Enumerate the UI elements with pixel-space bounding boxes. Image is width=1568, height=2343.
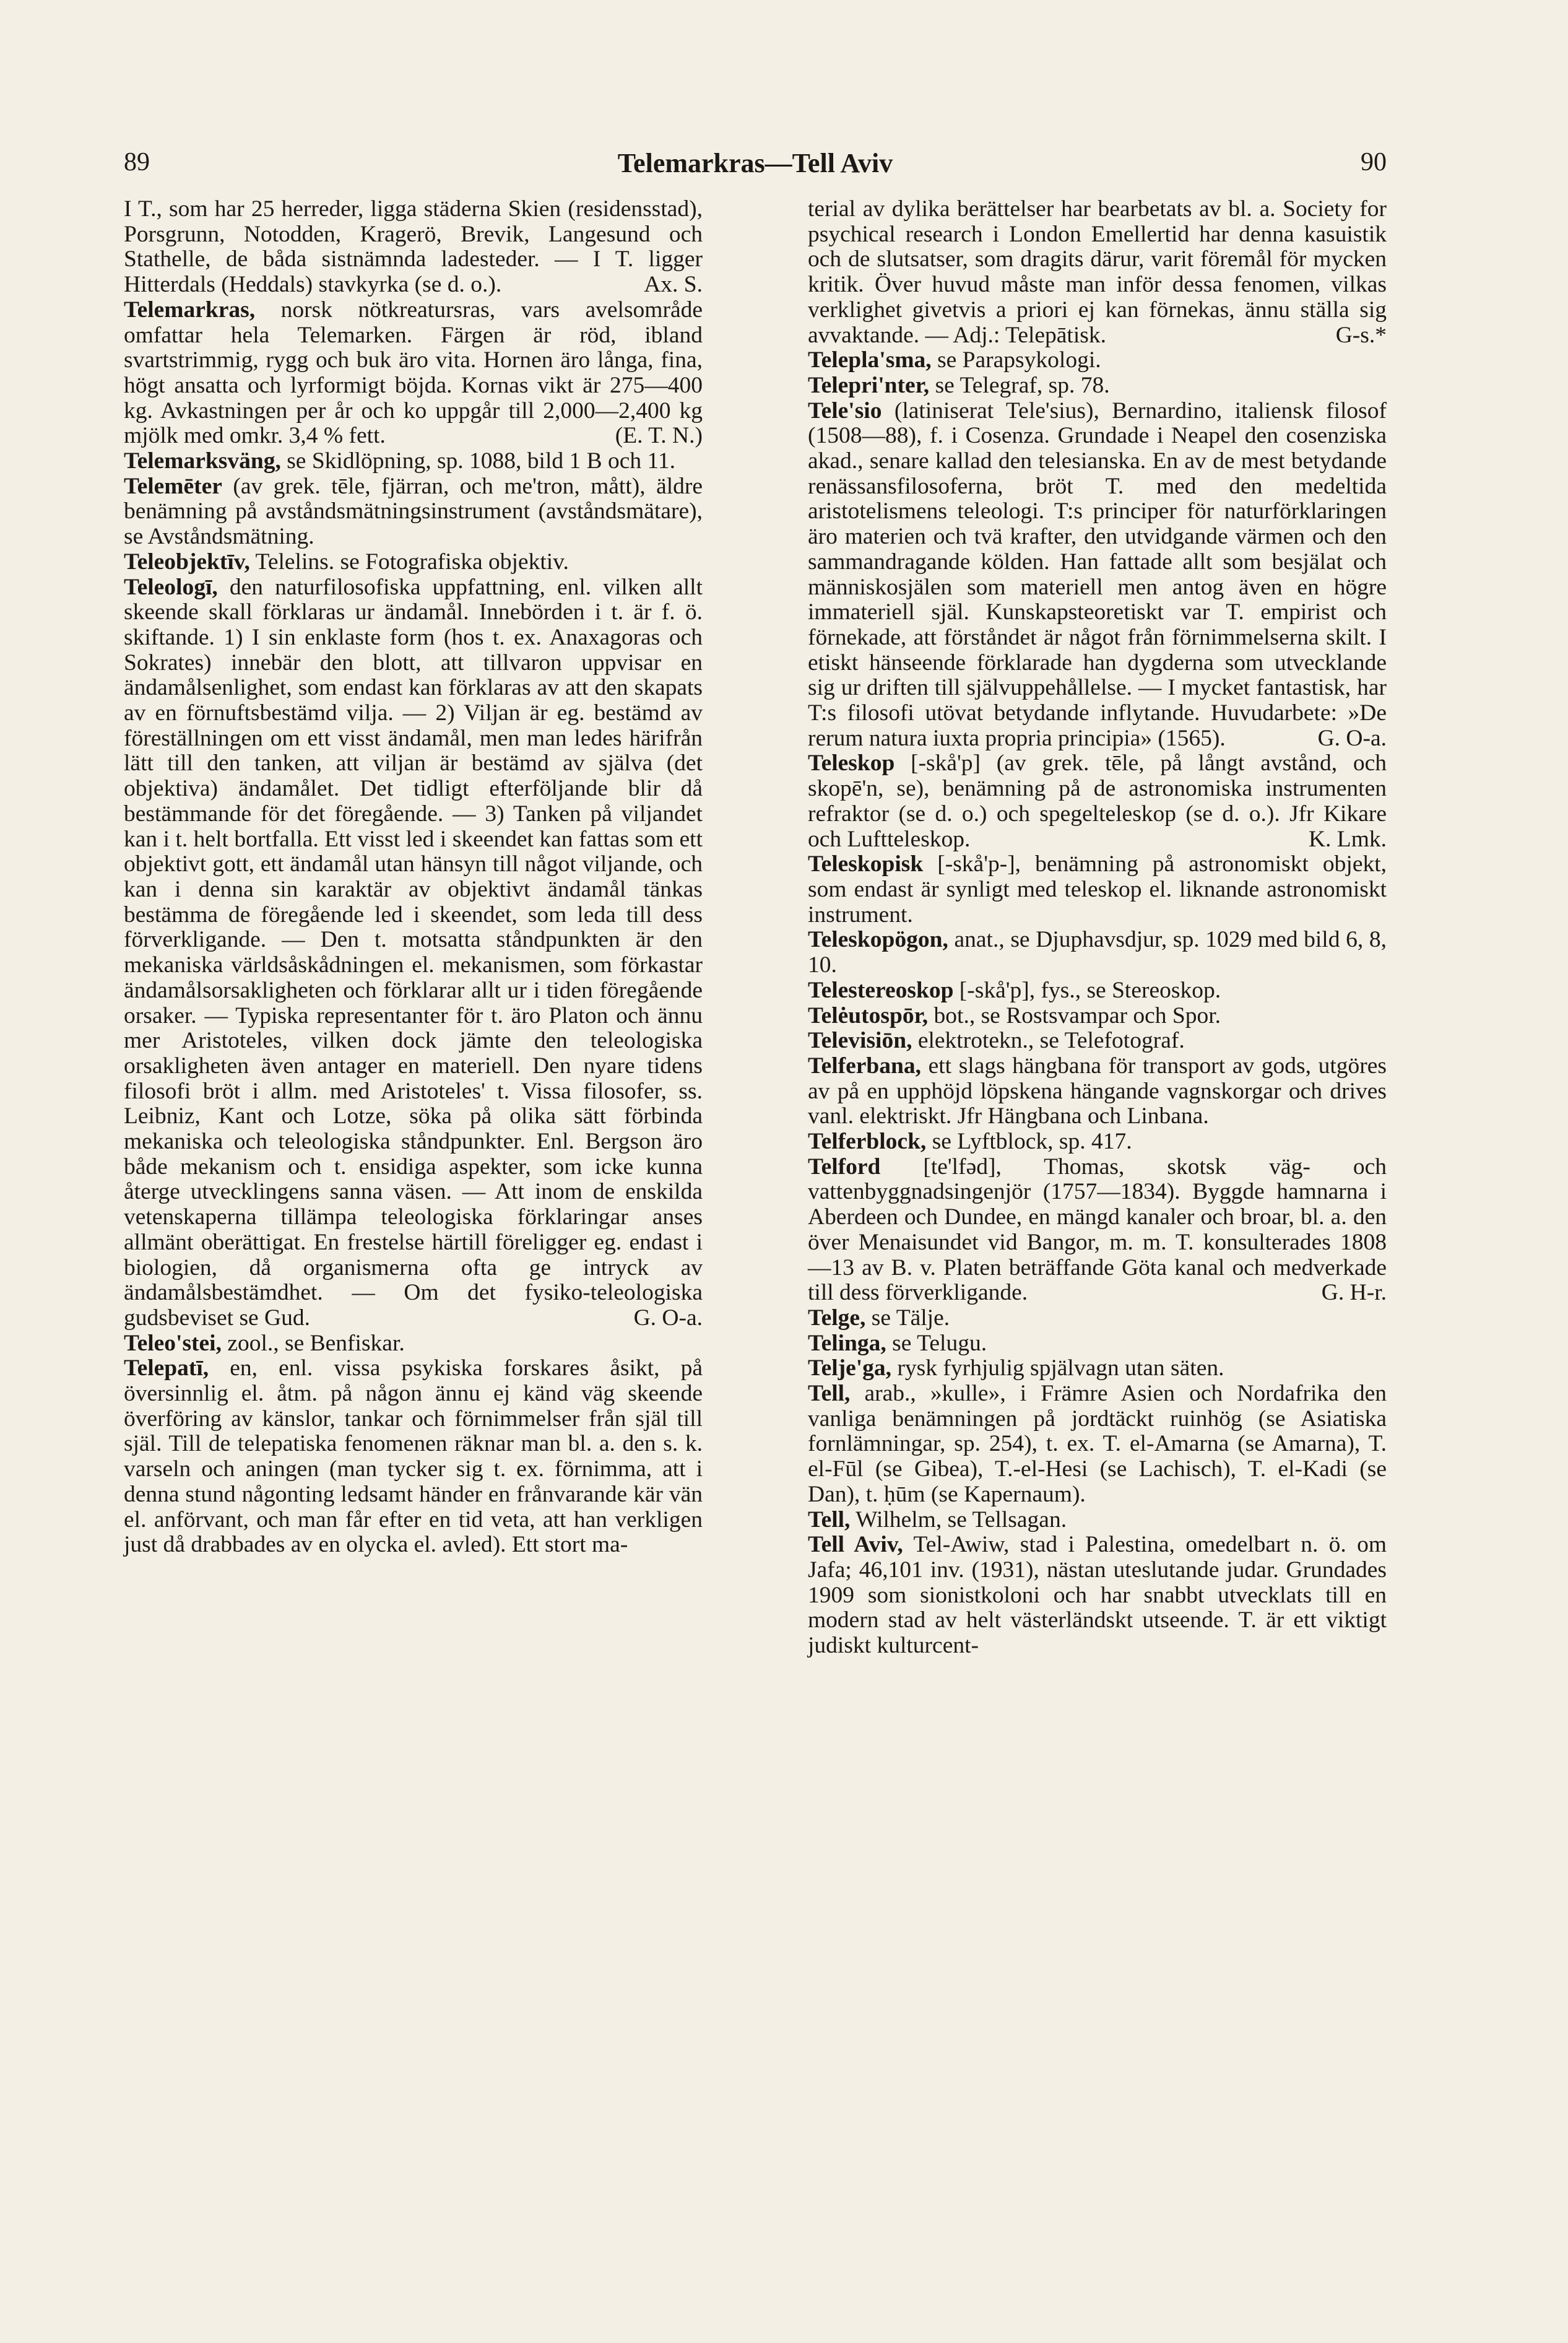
entry-text: I T., som har 25 herreder, ligga städerna Skien (residensstad), Porsgrunn, Notodden, Kragerö, Brevik, Langesund och Stathelle, de båda sistnämnda ladesteder. — I T. ligger Hitterdals (Heddals) stavkyrka (se d. o.). (124, 196, 703, 298)
entry-text: se Telugu. (892, 1330, 987, 1356)
entry (808, 399, 1387, 752)
author-signature: Ax. S. (644, 272, 703, 298)
entry (808, 751, 1387, 852)
entry-text: [te'lfəd], Thomas, skotsk väg- och vattenbyggnadsingenjör (1757—1834). Byggde hamnarna i Aberdeen och Dundee, en mängd kanaler och broar, bl. a. den över Menaisundet vid Bangor, m. m. T. konsulterades 1808 —13 av B. v. Platen beträffande Göta kanal och medverkade till dess förverkligande. (808, 1154, 1387, 1306)
entry-headword: Teleskop (808, 750, 895, 776)
entry-headword: Telepatī, (124, 1355, 209, 1381)
entry (124, 298, 703, 449)
entry-text: elektrotekn., se Telefotograf. (917, 1028, 1185, 1054)
author-signature: (E. T. N.) (615, 423, 703, 449)
entry (124, 449, 703, 474)
entry-text: en, enl. vissa psykiska forskares åsikt, på översinnlig el. åtm. på någon ännu ej känd väg skeende överföring av känslor, tankar och förnimmelser från själ till själ. Till de telepatiska fenomenen räknar man bl. a. den s. k. varseln och aningen (man tycker sig t. ex. förnimma, att i denna stund någonting ledsamt händer en frånvarande kär vän el. anförvant, och man får efter en tid veta, att han verkligen just då drabbades av en olycka el. avled). Ett stort ma- (124, 1355, 703, 1558)
entry-text: bot., se Rostsvampar och Spor. (933, 1002, 1221, 1028)
running-title: Telemarkras—Tell Aviv (617, 148, 893, 178)
entry (808, 1356, 1387, 1381)
entry-headword: Telestereoskop (808, 977, 954, 1003)
entry-text: [-skå'p-], benämning på astronomiskt objekt, som endast är synligt med teleskop el. liknande astronomiskt instrument. (808, 851, 1387, 928)
entry-text: anat., se Djuphavsdjur, sp. 1029 med bild 6, 8, 10. (808, 927, 1387, 978)
entry-text: terial av dylika berättelser har bearbetats av bl. a. Society for psychical research i London Emellertid har denna kasuistik och de slutsatser, som dragits därur, varit föremål för mycken kritik. Över huvud måste man inför dessa fenomen, vilkas verklighet givetvis a priori ej kan förnekas, ännu ställa sig avvaktande. — Adj.: Telepātisk. (808, 196, 1387, 348)
entry (124, 575, 703, 1331)
entry (808, 1155, 1387, 1306)
author-signature: G. H-r. (1321, 1280, 1387, 1306)
entry-headword: Telferblock, (808, 1129, 927, 1155)
entry (808, 348, 1387, 373)
entry-text: den naturfilosofiska uppfattning, enl. vilken allt skeende skall förklaras ur ändamål. Innebörden i t. är f. ö. skiftande. 1) I sin enklaste form (hos t. ex. Anaxagoras och Sokrates) innebär den blott, att tillvaron uppvisar en ändamålsenlighet, som endast kan förklaras av att den skapats av en förnuftsbestämd vilja. — 2) Viljan är eg. bestämd av föreställningen om ett visst ändamål, men man ledes härifrån lätt till den tanken, att viljan är bestämd av själva (det objektiva) ändamålet. Det tidligt efterföljande blir då bestämmande för det föregående. — 3) Tanken på viljandet kan i t. helt bortfalla. Ett visst led i skeendet kan fattas som ett objektivt gott, ett ändamål utan hänsyn till något viljande, och kan i denna sin karaktär av objektivt ändamål tänkas bestämma de föregående led i skeendet, som leda till dess förverkligande. — Den t. motsatta ståndpunkten är den mekaniska världsåskådningen el. mekanismen, som förkastar ändamålsorsakligheten och förklarar allt ur i tiden föregående orsaker. — Typiska representanter för t. äro Platon och ännu mer Aristoteles, vilken dock jämte den teleologiska orsakligheten även antager en materiell. Den nyare tidens filosofi bröt i allm. med Aristoteles' t. Vissa filosofer, ss. Leibniz, Kant och Lotze, söka på olika sätt förbinda mekaniska och teleologiska ståndpunkter. Enl. Bergson äro både mekanism och t. ensidiga aspekter, som icke kunna återge utvecklingens sanna väsen. — Att inom de enskilda vetenskaperna tillämpa teleologiska förklaringar anses allmänt oberättigat. En frestelse härtill föreligger eg. endast i biologien, då organismerna ofta ge intryck av ändamålsbestämdhet. — Om det fysiko-teleologiska gudsbeviset se Gud. (124, 574, 703, 1331)
entry-text: [-skå'p], fys., se Stereoskop. (959, 977, 1221, 1003)
entry-text: se Telegraf, sp. 78. (935, 372, 1110, 398)
entry (124, 550, 703, 575)
entry-headword: Telje'ga, (808, 1355, 892, 1381)
entry (808, 373, 1387, 399)
entry-headword: Telemarksväng, (124, 448, 281, 474)
page-number-right: 90 (1361, 148, 1387, 176)
entry-text: Tel-Awiw, stad i Palestina, omedelbart n. ö. om Jafa; 46,101 inv. (1931), nästan uteslutande judar. Grundades 1909 som sionistkoloni och har snabbt utvecklats till en modern stad av helt västerländskt utseende. T. är ett viktigt judiskt kulturcent- (808, 1532, 1387, 1659)
entry (124, 474, 703, 550)
entry-text: (av grek. tēle, fjärran, och me'tron, mått), äldre benämning på avståndsmätningsinstrument (avståndsmätare), se Avståndsmätning. (124, 473, 703, 550)
entry-text: ett slags hängbana för transport av gods, utgöres av på en upphöjd löpskena hängande vagnskorgar och drives vanl. elektriskt. Jfr Hängbana och Linbana. (808, 1053, 1387, 1129)
entry-text: [-skå'p] (av grek. tēle, på långt avstånd, och skopē'n, se), benämning på de astronomiska instrumenten refraktor (se d. o.) och spegelteleskop (se d. o.). Jfr Kikare och Luftteleskop. (808, 750, 1387, 852)
entry-headword: Telemēter (124, 473, 222, 499)
entry-headword: Teleo'stei, (124, 1330, 222, 1356)
entry-headword: Telge, (808, 1305, 866, 1331)
entry-headword: Tell Aviv, (808, 1532, 903, 1558)
entry-text: Wilhelm, se Tellsagan. (855, 1506, 1067, 1532)
entry-text: (latiniserat Tele'sius), Bernardino, italiensk filosof (1508—88), f. i Cosenza. Grundade i Neapel den cosenziska akad., senare kallad den telesianska. En av de mest betydande renässansfilosoferna, bröt T. med den medeltida aristotelismens teleologi. T:s principer för naturförklaringen äro materien och tvä krafter, den utvidgande värmen och den sammandragande kölden. Han fattade allt som besjälat och människosjälen som materiell men antog även en högre immateriell själ. Kunskapsteoretiskt var T. empirist och förnekade, att förståndet är något från förnimmelserna skilt. I etiskt hänseende förklarade han dygderna som utvecklande sig ur driften till självuppehållelse. — I mycket fantastisk, har T:s filosofi utövat betydande inflytande. Huvudarbete: »De rerum natura iuxta propria principia» (1565). (808, 398, 1387, 751)
author-signature: G. O-a. (1317, 725, 1387, 751)
entry (808, 197, 1387, 348)
right-column (808, 197, 1387, 1659)
entry (808, 1532, 1387, 1659)
entry-headword: Tell, (808, 1506, 851, 1532)
entry-text: zool., se Benfiskar. (227, 1330, 405, 1356)
entry-text: se Tälje. (871, 1305, 950, 1331)
entry-headword: Teleskopisk (808, 851, 924, 877)
entry-headword: Telėutospōr, (808, 1002, 929, 1028)
entry-text: Telelins. se Fotografiska objektiv. (255, 549, 569, 575)
entry-headword: Tell, (808, 1381, 851, 1407)
entry (808, 1028, 1387, 1054)
entry (808, 852, 1387, 928)
entry (124, 1331, 703, 1357)
entry-text: arab., »kulle», i Främre Asien och Nordafrika den vanliga benämningen på jordtäckt ruinhög (se Asiatiska fornlämningar, sp. 254), t. ex. T. el-Amarna (se Amarna), T. el-Fūl (se Gibea), T.-el-Hesi (se Lachisch), T. el-Kadi (se Dan), t. ḥūm (se Kapernaum). (808, 1381, 1387, 1507)
entry-headword: Televisiōn, (808, 1028, 912, 1054)
entry-text: se Parapsykologi. (937, 347, 1101, 373)
entry (808, 1004, 1387, 1029)
entry (124, 1356, 703, 1558)
entry-text: se Lyftblock, sp. 417. (932, 1129, 1132, 1155)
entry (124, 197, 703, 298)
entry-headword: Telepla'sma, (808, 347, 932, 373)
entry (808, 1129, 1387, 1155)
entry (808, 1054, 1387, 1129)
entry-headword: Tele'sio (808, 398, 882, 424)
author-signature: G-s.* (1335, 322, 1387, 348)
entry-headword: Telford (808, 1154, 881, 1180)
entry-headword: Telinga, (808, 1330, 886, 1356)
entry (808, 1331, 1387, 1357)
entry (808, 1508, 1387, 1533)
page-number-left: 89 (124, 148, 150, 176)
entry (808, 978, 1387, 1004)
entry-headword: Teleskopögon, (808, 927, 948, 953)
entry (808, 1381, 1387, 1508)
page-header (124, 147, 1387, 185)
entry (808, 928, 1387, 978)
entry-headword: Telemarkras, (124, 297, 256, 323)
entry (808, 1306, 1387, 1331)
entry-text: norsk nötkreatursras, vars avelsområde omfattar hela Telemarken. Färgen är röd, ibland svartstrimmig, rygg och buk äro vita. Hornen äro långa, fina, högt ansatta och lyrformigt böjda. Kornas vikt är 275—400 kg. Avkastningen per år och ko uppgår till 2,000—2,400 kg mjölk med omkr. 3,4 % fett. (124, 297, 703, 449)
entry-headword: Teleologī, (124, 574, 218, 600)
entry-text: rysk fyrhjulig spjälvagn utan säten. (897, 1355, 1224, 1381)
entry-text: se Skidlöpning, sp. 1088, bild 1 B och 11. (287, 448, 676, 474)
entry-headword: Telepri'nter, (808, 372, 930, 398)
author-signature: G. O-a. (633, 1305, 703, 1331)
entry-headword: Telferbana, (808, 1053, 921, 1079)
entry-headword: Teleobjektīv, (124, 549, 250, 575)
author-signature: K. Lmk. (1308, 826, 1387, 852)
left-column (124, 197, 703, 1558)
